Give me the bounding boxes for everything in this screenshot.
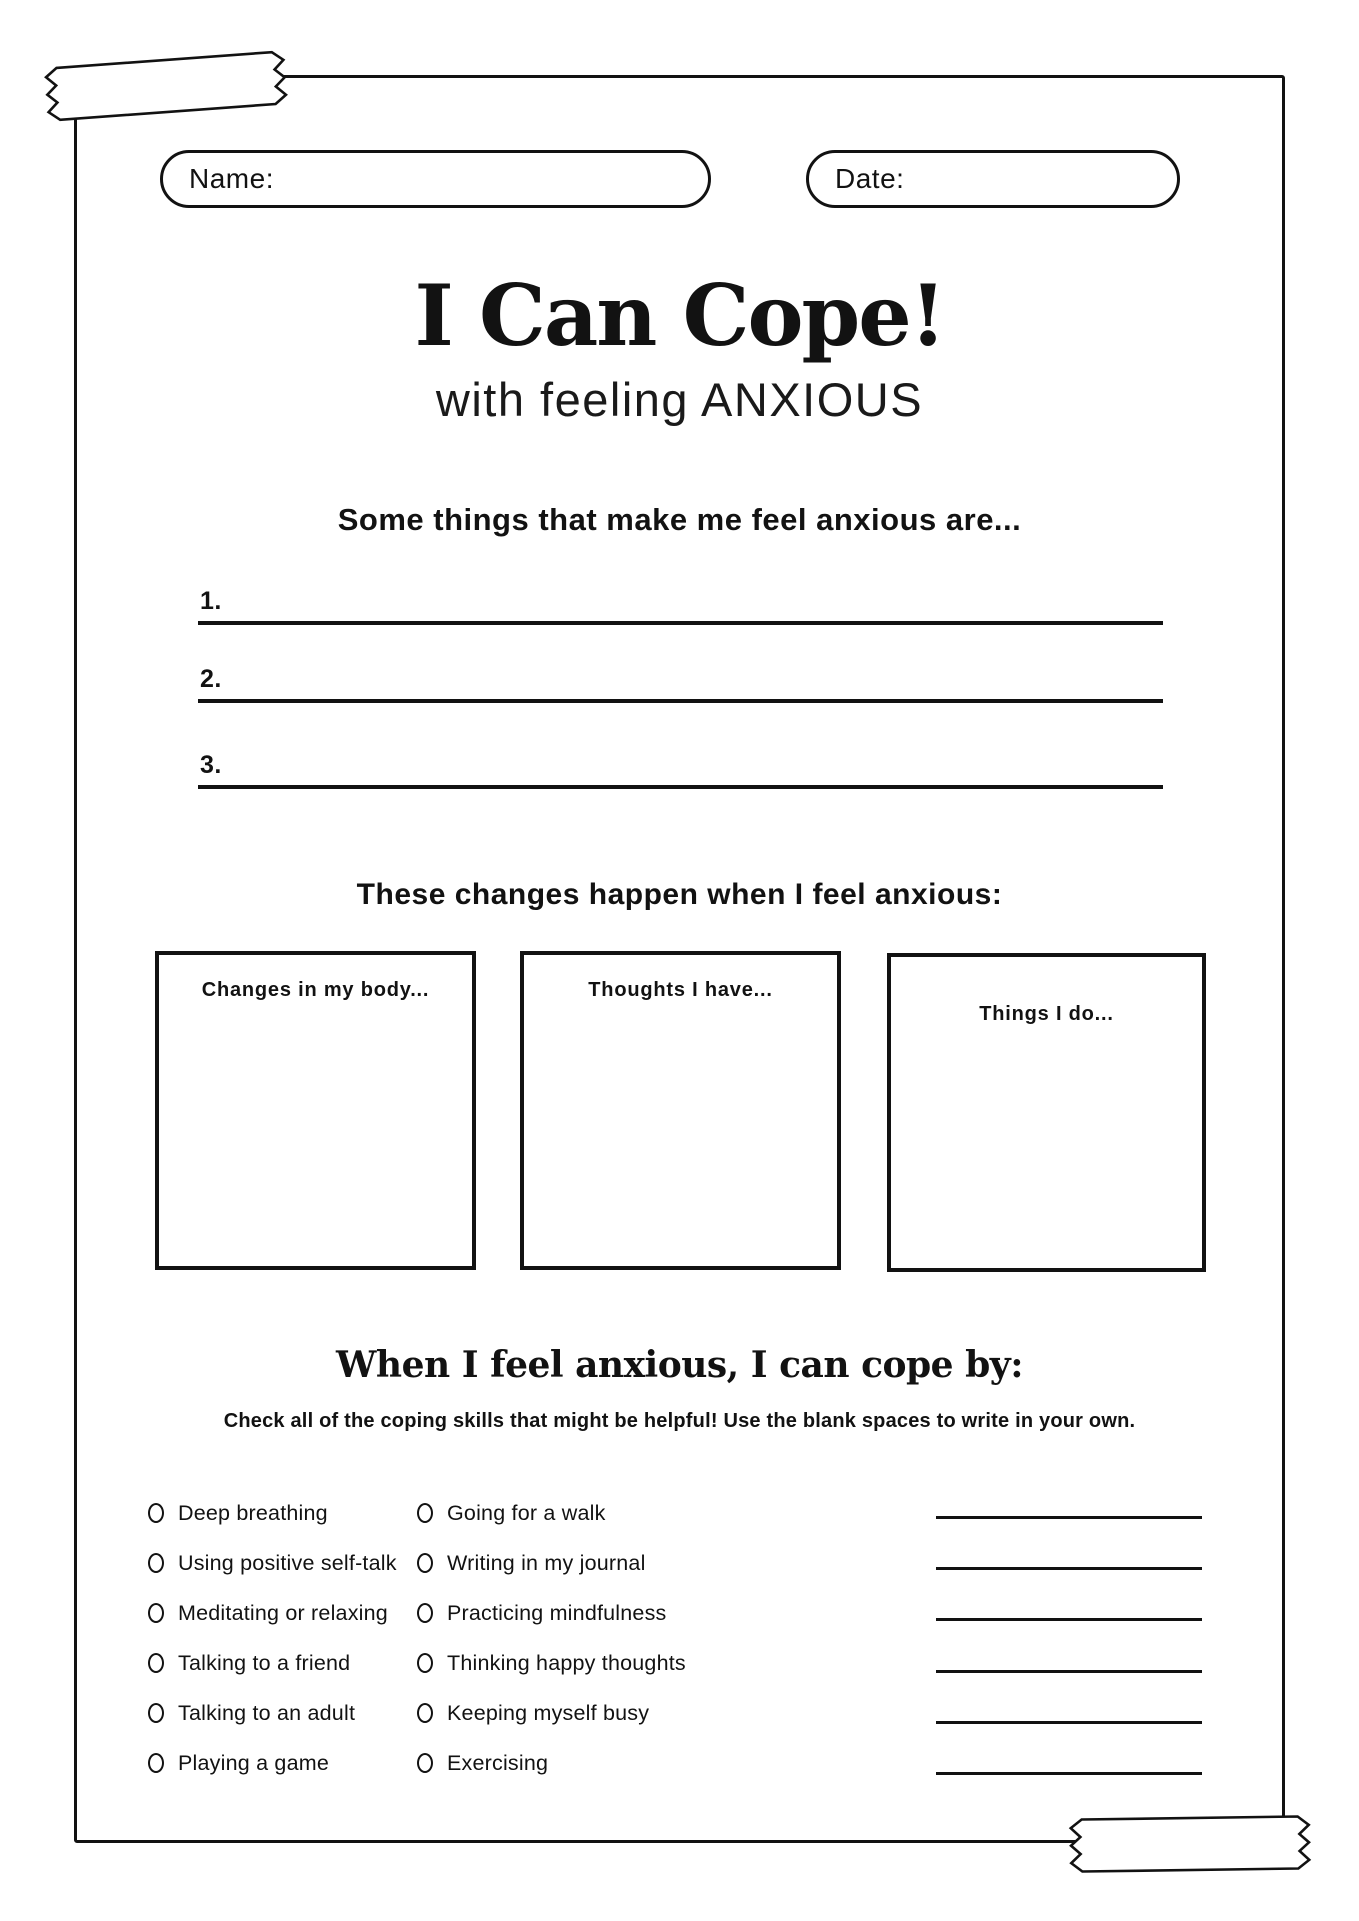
changes-box-label: Things I do... — [979, 1003, 1114, 1025]
checkbox-circle[interactable] — [417, 1503, 433, 1523]
checklist-item-label: Practicing mindfulness — [447, 1600, 667, 1625]
write-in-blank-line[interactable] — [936, 1567, 1202, 1570]
trigger-line-number: 1. — [200, 587, 222, 615]
checklist-row — [148, 1488, 397, 1538]
checkbox-circle[interactable] — [417, 1553, 433, 1573]
trigger-write-line[interactable] — [198, 583, 1163, 625]
trigger-write-line[interactable] — [198, 661, 1163, 703]
date-field[interactable] — [806, 150, 1180, 208]
checklist-row — [148, 1588, 397, 1638]
checkbox-circle[interactable] — [417, 1603, 433, 1623]
checklist-item-label: Using positive self-talk — [178, 1550, 397, 1575]
checklist-row — [417, 1738, 686, 1788]
write-in-blank-line[interactable] — [936, 1670, 1202, 1673]
write-in-blank-line[interactable] — [936, 1721, 1202, 1724]
checklist-item-label: Talking to a friend — [178, 1650, 351, 1675]
checkbox-circle[interactable] — [148, 1653, 164, 1673]
trigger-line-number: 3. — [200, 751, 222, 779]
checklist-item-label: Writing in my journal — [447, 1550, 646, 1575]
checkbox-circle[interactable] — [148, 1703, 164, 1723]
changes-box-label: Thoughts I have... — [588, 979, 773, 1001]
write-in-blank-line[interactable] — [936, 1516, 1202, 1519]
checklist-item-label: Going for a walk — [447, 1500, 606, 1525]
name-label: Name: — [189, 163, 274, 194]
changes-heading: These changes happen when I feel anxious: — [356, 878, 1003, 911]
checklist-row — [417, 1638, 686, 1688]
checklist-row — [148, 1538, 397, 1588]
checklist-row — [148, 1638, 397, 1688]
triggers-heading: Some things that make me feel anxious are... — [337, 502, 1022, 537]
coping-checklist-column-2 — [417, 1488, 686, 1788]
checklist-item-label: Keeping myself busy — [447, 1700, 650, 1725]
checklist-item-label: Exercising — [447, 1750, 549, 1775]
checklist-item-label: Playing a game — [178, 1750, 330, 1775]
coping-instruction: Check all of the coping skills that might be helpful! Use the blank spaces to write in your own. — [223, 1410, 1136, 1432]
checklist-row — [417, 1488, 686, 1538]
checkbox-circle[interactable] — [417, 1703, 433, 1723]
name-field[interactable] — [160, 150, 711, 208]
checkbox-circle[interactable] — [148, 1503, 164, 1523]
trigger-line-number: 2. — [200, 665, 222, 693]
changes-write-box[interactable] — [520, 951, 841, 1270]
checklist-item-label: Thinking happy thoughts — [447, 1650, 686, 1675]
coping-checklist-column-1 — [148, 1488, 397, 1788]
checklist-row — [417, 1688, 686, 1738]
checklist-row — [417, 1538, 686, 1588]
trigger-write-line[interactable] — [198, 747, 1163, 789]
changes-write-box[interactable] — [155, 951, 476, 1270]
write-in-blank-line[interactable] — [936, 1618, 1202, 1621]
checklist-row — [148, 1688, 397, 1738]
write-in-blank-line[interactable] — [936, 1772, 1202, 1775]
page-subtitle: with feeling ANXIOUS — [435, 373, 924, 426]
checklist-row — [148, 1738, 397, 1788]
checklist-item-label: Deep breathing — [178, 1500, 328, 1525]
washi-tape-icon — [1068, 1813, 1313, 1874]
checkbox-circle[interactable] — [148, 1753, 164, 1773]
changes-write-box[interactable] — [887, 953, 1206, 1272]
checklist-item-label: Talking to an adult — [178, 1700, 356, 1725]
checklist-item-label: Meditating or relaxing — [178, 1600, 388, 1625]
checkbox-circle[interactable] — [417, 1753, 433, 1773]
checkbox-circle[interactable] — [148, 1603, 164, 1623]
checkbox-circle[interactable] — [148, 1553, 164, 1573]
changes-box-label: Changes in my body... — [201, 979, 430, 1001]
checkbox-circle[interactable] — [417, 1653, 433, 1673]
coping-heading: When I feel anxious, I can cope by: — [336, 1344, 1023, 1386]
date-label: Date: — [835, 163, 905, 194]
page-title: I Can Cope! — [414, 266, 945, 365]
checklist-row — [417, 1588, 686, 1638]
